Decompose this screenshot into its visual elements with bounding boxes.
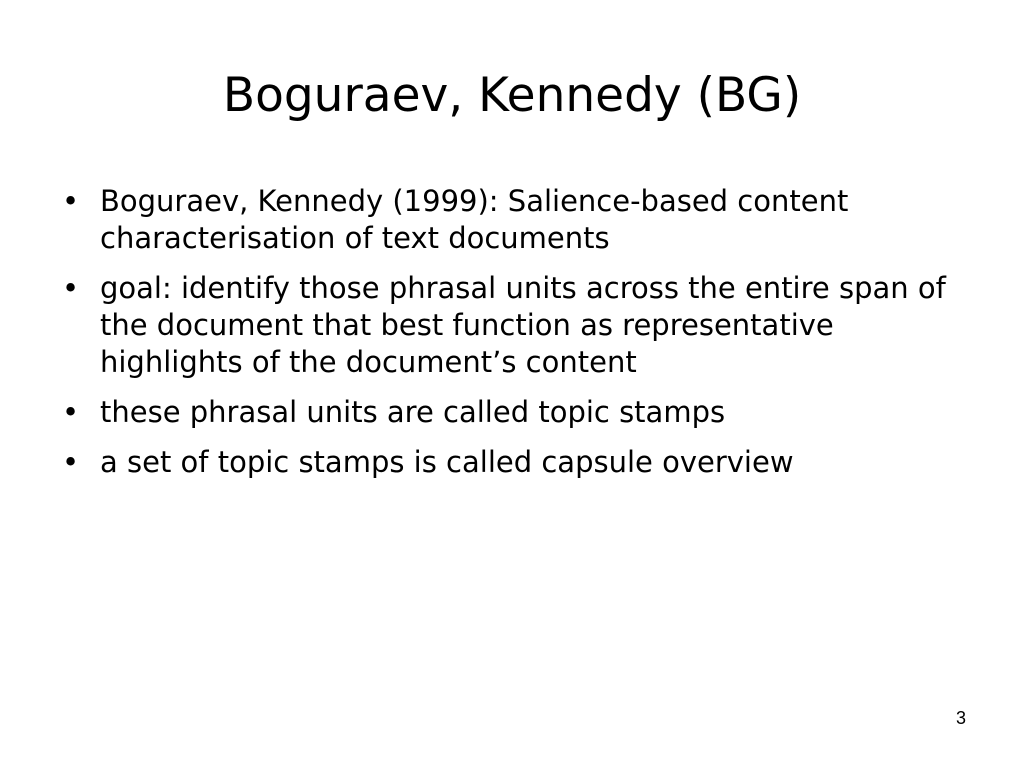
bullet-text: Boguraev, Kennedy (1999): Salience-based content characterisation of text documents [100,184,849,255]
bullet-item [62,444,972,481]
bullet-dot-icon: • [62,395,80,429]
bullet-dot-icon: • [62,184,80,218]
slide-title: Boguraev, Kennedy (BG) [222,68,802,123]
bullet-dot-icon: • [62,445,80,479]
page-number: 3 [955,708,966,728]
bullet-item [62,183,972,257]
bullet-item [62,270,972,381]
bullet-item [62,394,972,431]
bullet-dot-icon: • [62,271,80,305]
bullet-list [62,183,972,494]
bullet-text: these phrasal units are called topic stamps [100,395,726,429]
bullet-text: a set of topic stamps is called capsule overview [100,445,794,479]
bullet-text: goal: identify those phrasal units across the entire span of the document that best function as representative highlights of the document’s content [100,271,946,379]
